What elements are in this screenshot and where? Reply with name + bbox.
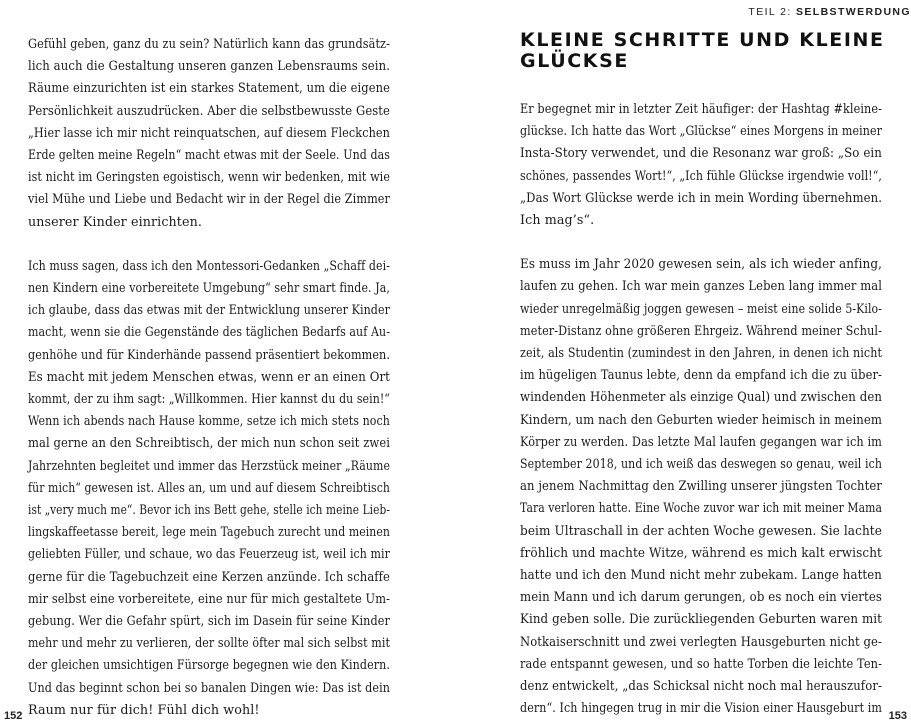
text-line: Jahrzehnten begleitet und immer das Herzstück meiner „Räume (28, 457, 390, 473)
text-line: lingskaffeetasse bereit, lege mein Tagebuch zurecht und meinen (28, 524, 390, 540)
text-line: lich auch die Gestaltung unseren ganzen Lebensraums sein. (28, 58, 390, 74)
text-line: Räume einzurichten ist ein starkes Statement, um die eigene (28, 80, 390, 96)
text-line: geliebten Füller, und schaue, wo das Feuerzeug ist, weil ich mir (28, 546, 390, 562)
left-body-text (28, 33, 390, 721)
text-line: Insta-Story verwendet, und die Resonanz war groß: „So ein (520, 145, 882, 161)
text-line: Es muss im Jahr 2020 gewesen sein, als ich wieder anfing, (520, 256, 882, 272)
text-line: mal gerne an den Schreibtisch, der mich nun schon seit zwei (28, 435, 390, 451)
text-line: mein Mann und ich darum gerungen, ob es noch ein viertes (520, 589, 882, 605)
text-line: an jenem Nachmittag den Zwilling unserer jüngsten Tochter (520, 478, 882, 494)
chapter-heading-line: KLEINE SCHRITTE UND KLEINE (520, 29, 885, 51)
text-line: Tara verloren hatte. Eine Woche zuvor war ich mit meiner Mama (520, 500, 882, 516)
text-line: für mich“ gewesen ist. Alles an, um und auf diesem Schreibtisch (28, 479, 390, 495)
text-line: Notkaiserschnitt und zwei verlegten Hausgeburten nicht ge- (520, 633, 882, 649)
text-line: unserer Kinder einrichten. (28, 213, 203, 229)
text-line: denz entwickelt, „das Schicksal nicht noch mal herauszufor- (520, 678, 882, 694)
text-line: viel Mühe und Liebe und Bedacht wir in der Regel die Zimmer (28, 191, 390, 207)
text-line: im hügeligen Taunus lebte, denn da empfand ich die zu über- (520, 367, 882, 383)
text-line: ist nicht im Geringsten egoistisch, wenn wir bedenken, mit wie (28, 169, 390, 185)
page-number-right: 153 (888, 710, 907, 722)
text-line: Körper zu werden. Das letzte Mal laufen gegangen war ich im (520, 433, 882, 449)
running-head-part: TEIL 2: (748, 6, 796, 18)
text-line: fröhlich und machte Witze, während es mich kalt erwischt (520, 544, 882, 560)
text-line: Ich muss sagen, dass ich den Montessori-Gedanken „Schaff dei- (28, 257, 390, 273)
text-line: „Hier lasse ich mir nicht reinquatschen, auf diesem Fleckchen (28, 124, 390, 140)
left-paragraph-2 (28, 255, 390, 721)
text-line: glückse. Ich hatte das Wort „Glückse“ eines Morgens in meiner (520, 123, 882, 139)
text-line: Ich mag’s“. (520, 212, 595, 228)
text-line: dern“. Ich hingegen trug in mir die Vision einer Hausgeburt im (520, 700, 882, 716)
text-line: gerne für die Tagebuchzeit eine Kerzen anzünde. Ich schaffe (28, 568, 390, 584)
right-paragraph-2 (520, 253, 882, 719)
text-line: Kindern, um nach den Geburten wieder heimisch in meinem (520, 411, 882, 427)
text-line: Kind geben solle. Die zurückliegenden Geburten waren mit (520, 611, 882, 627)
text-line: mir selbst eine vorbereitete, eine nur für mich gestaltete Um- (28, 590, 390, 606)
right-paragraph-1 (520, 98, 882, 231)
text-line: zeit, als Studentin (zumindest in den Jahren, in denen ich nicht (520, 345, 882, 361)
text-line: beim Ultraschall in der achten Woche gewesen. Sie lachte (520, 522, 882, 538)
chapter-heading-line: GLÜCKSE (520, 50, 629, 72)
text-line: Gefühl geben, ganz du zu sein? Natürlich kann das grundsätz- (28, 36, 390, 51)
text-line: Raum nur für dich! Fühl dich wohl! (28, 701, 260, 717)
left-page (0, 0, 455, 728)
text-line: Es macht mit jedem Menschen etwas, wenn er an einen Ort (28, 368, 390, 384)
text-line: schönes, passendes Wort!“, „Ich fühle Glückse irgendwie voll!“, (520, 167, 882, 183)
text-line: genhöhe und für Kinderhände passend präsentiert bekommen. (28, 346, 390, 362)
text-line: rade entspannt gewesen, und so hatte Torben die leichte Ten- (520, 655, 882, 671)
text-line: meter-Distanz ohne größeren Ehrgeiz. Während meiner Schul- (520, 322, 882, 338)
text-line: kommt, der zu ihm sagt: „Willkommen. Hier kannst du du sein!“ (28, 391, 390, 407)
right-page (456, 0, 911, 728)
page-number-left: 152 (4, 710, 23, 722)
text-line: Persönlichkeit auszudrücken. Aber die selbstbewusste Geste (28, 102, 390, 118)
right-body-text (520, 98, 882, 719)
chapter-heading (520, 30, 900, 72)
text-line: Erde gelten meine Regeln“ macht etwas mit der Seele. Und das (28, 147, 390, 163)
text-line: September 2018, und ich weiß das deswegen so genau, weil ich (520, 456, 882, 472)
text-line: Wenn ich abends nach Hause komme, setze ich mich stets noch (28, 413, 390, 429)
text-line: ich glaube, dass das etwas mit der Entwicklung unserer Kinder (28, 302, 390, 318)
text-line: der gleichen umsichtigen Fürsorge begegnen wie den Kindern. (28, 657, 390, 673)
text-line: mehr und mehr zu verlieren, der sollte öfter mal sich selbst mit (28, 635, 390, 651)
text-line: ist „very much me“. Bevor ich ins Bett gehe, stelle ich meine Lieb- (28, 502, 390, 518)
text-line: Er begegnet mir in letzter Zeit häufiger: der Hashtag #kleine- (520, 101, 882, 116)
running-head-title: SELBSTWERDUNG (795, 6, 911, 18)
left-paragraph-1 (28, 33, 390, 233)
text-line: gebung. Wer die Gefahr spürt, sich im Dasein für seine Kinder (28, 613, 390, 629)
text-line: windenden Höhenmeter als einzige Qual) und zwischen den (520, 389, 882, 405)
text-line: wieder unregelmäßig joggen gewesen – meist eine solide 5-Kilo- (520, 300, 882, 316)
text-line: laufen zu gehen. Ich war mein ganzes Leben lang immer mal (520, 278, 882, 294)
running-head (748, 6, 911, 18)
text-line: macht, wenn sie die Gegenstände des täglichen Bedarfs auf Au- (28, 324, 390, 340)
text-line: Und das beginnt schon bei so banalen Dingen wie: Das ist dein (28, 679, 390, 695)
text-line: nen Kindern eine vorbereitete Umgebung“ sehr smart finde. Ja, (28, 280, 390, 296)
text-line: „Das Wort Glückse werde ich in mein Wording übernehmen. (520, 189, 882, 205)
text-line: hatte und ich den Mund nicht mehr zubekam. Lange hatten (520, 567, 882, 583)
